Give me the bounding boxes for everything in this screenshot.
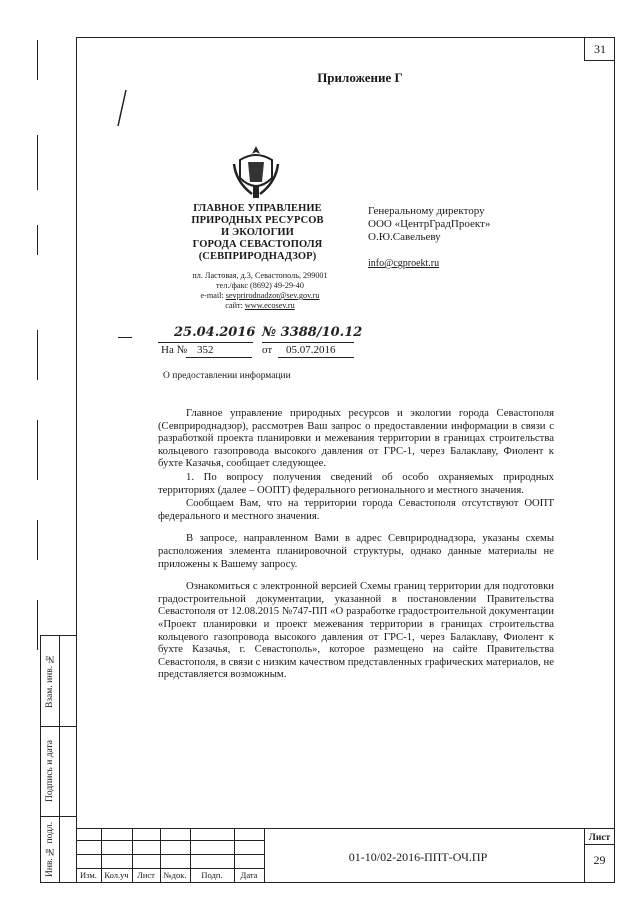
side-label-podpis: Подпись и дата bbox=[45, 740, 55, 803]
margin-mark bbox=[37, 135, 38, 190]
recipient-line: ООО «ЦентрГрадПроект» bbox=[368, 218, 491, 230]
na-underline bbox=[186, 357, 252, 358]
handwritten-date: 25.04.2016 bbox=[174, 325, 256, 340]
tb-line bbox=[264, 828, 265, 883]
sheet-label: Лист bbox=[588, 833, 611, 843]
dash-mark bbox=[118, 337, 132, 338]
ot-underline bbox=[278, 357, 354, 358]
appendix-title: Приложение Г bbox=[317, 70, 403, 85]
body-paragraph: Главное управление природных ресурсов и экологии города Севастополя (Севприроднадзор), рассмотрев Ваш запрос о предоставлении информации в связи с разработкой проекта планировки и межевания территории в границах строительства кольцевого газопровода высокого давления от ГРС-1, через Балаклаву, Фиолент к бухте Казачья, сообщает следующее. bbox=[158, 407, 554, 470]
letter-subject: О предоставлении информации bbox=[163, 371, 291, 381]
margin-mark bbox=[37, 225, 38, 255]
org-line: ГЛАВНОЕ УПРАВЛЕНИЕ bbox=[193, 203, 322, 214]
ot-value: 05.07.2016 bbox=[286, 344, 336, 356]
ot-label: от bbox=[262, 344, 273, 356]
org-line: ПРИРОДНЫХ РЕСУРСОВ bbox=[191, 215, 324, 226]
email-label: e-mail: bbox=[200, 291, 226, 300]
sheet-number: 31 bbox=[584, 37, 615, 61]
handwritten-number: № 3388/10.12 bbox=[262, 325, 363, 340]
tb-line bbox=[584, 844, 615, 845]
col-data: Дата bbox=[240, 870, 258, 880]
margin-mark bbox=[37, 330, 38, 380]
sheet-value: 29 bbox=[593, 853, 606, 867]
side-label-inv: Инв. № подл. bbox=[45, 821, 55, 877]
org-address: пл. Ластовая, д.3, Севастополь, 299001 bbox=[192, 271, 328, 280]
margin-mark bbox=[37, 40, 38, 80]
recipient-email[interactable]: info@cgproekt.ru bbox=[368, 258, 440, 269]
recipient-block bbox=[368, 205, 568, 270]
recipient-line: О.Ю.Савельеву bbox=[368, 231, 441, 243]
side-stamp bbox=[40, 635, 76, 883]
org-contacts bbox=[160, 271, 360, 311]
organization-name bbox=[170, 203, 345, 263]
na-value: 352 bbox=[197, 344, 214, 356]
col-koluch: Кол.уч bbox=[104, 870, 129, 880]
coat-of-arms-logo bbox=[226, 142, 286, 202]
number-underline bbox=[262, 342, 354, 343]
date-underline bbox=[158, 342, 253, 343]
org-site[interactable]: www.ecosev.ru bbox=[244, 301, 295, 310]
margin-mark bbox=[37, 520, 38, 560]
tb-line bbox=[76, 854, 264, 855]
side-divider bbox=[59, 636, 60, 882]
org-phone: тел./факс (8692) 49-29-40 bbox=[216, 281, 304, 290]
recipient-line: Генеральному директору bbox=[368, 205, 485, 217]
org-email[interactable]: sevprirodnadzor@sev.gov.ru bbox=[225, 291, 320, 300]
tb-line bbox=[76, 868, 264, 869]
col-ndok: №док. bbox=[163, 870, 187, 880]
tb-line bbox=[76, 840, 264, 841]
org-email-row bbox=[160, 291, 360, 301]
site-label: сайт: bbox=[225, 301, 245, 310]
org-site-row bbox=[160, 301, 360, 311]
col-list: Лист bbox=[137, 870, 155, 880]
letter-body bbox=[158, 407, 554, 681]
handwritten-mark bbox=[112, 88, 132, 128]
org-line: (СЕВПРИРОДНАДЗОР) bbox=[198, 251, 317, 262]
org-line: ГОРОДА СЕВАСТОПОЛЯ bbox=[192, 239, 323, 250]
col-izm: Изм. bbox=[80, 870, 97, 880]
document-code: 01-10/02-2016-ППТ-ОЧ.ПР bbox=[348, 850, 488, 864]
col-podp: Подп. bbox=[201, 870, 223, 880]
body-paragraph: 1. По вопросу получения сведений об особо охраняемых природных территориях (далее – ООПТ) федерального регионального и местного значения. bbox=[158, 470, 554, 496]
na-label: На № bbox=[161, 344, 188, 356]
body-paragraph: Ознакомиться с электронной версией Схемы границ территории для подготовки градостроительной документации, указанной в постановлении Правительства Севастополя от 12.08.2015 №747-ПП «О разработке градостроительной документации «Проект планировки и проект межевания территории в границах строительства кольцевого газопровода высокого давления от ГРС-1, через Балаклаву, Фиолент к бухте Казачья, г. Севастополь», которое размещено на сайте Правительства Севастополя, в связи с низким качеством представленных графических материалов, не представляется возможным. bbox=[158, 580, 554, 681]
body-paragraph: В запросе, направленном Вами в адрес Севприроднадзора, указаны схемы расположения элемента планировочной структуры, однако данные материалы не приложены к Вашему запросу. bbox=[158, 532, 554, 570]
margin-mark bbox=[37, 600, 38, 650]
side-label-vzam: Взам. инв. № bbox=[45, 653, 55, 709]
body-paragraph: Сообщаем Вам, что на территории города Севастополя отсутствуют ООПТ федерального и местного значения. bbox=[158, 497, 554, 522]
org-line: И ЭКОЛОГИИ bbox=[221, 227, 294, 238]
margin-mark bbox=[37, 420, 38, 480]
tb-line bbox=[76, 828, 615, 829]
